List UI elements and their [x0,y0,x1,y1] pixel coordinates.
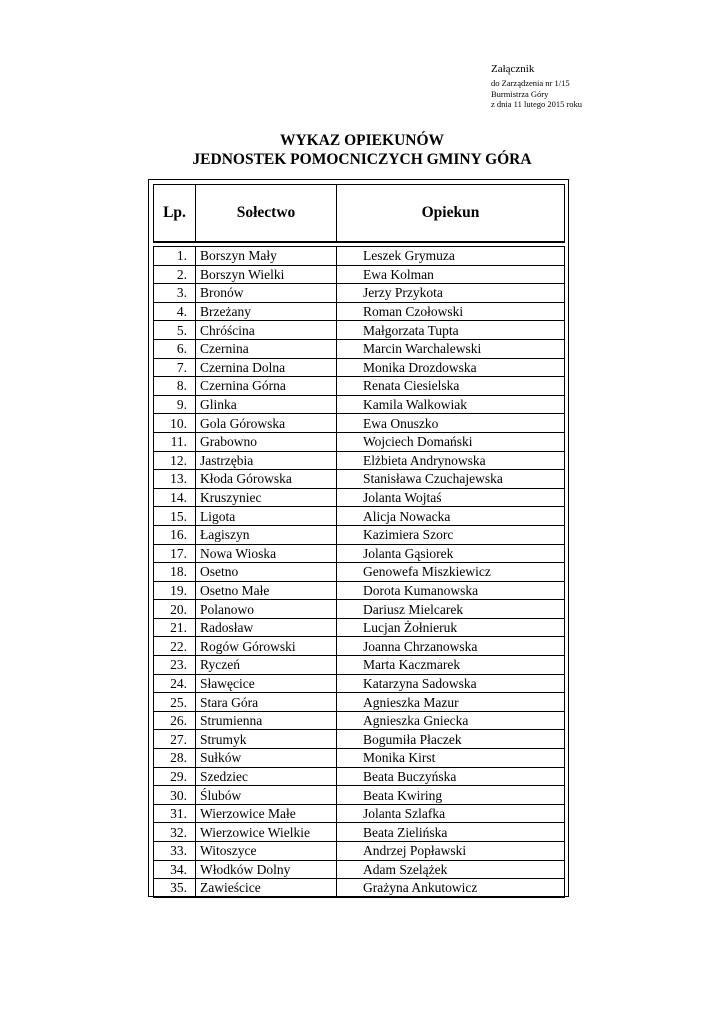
row-number: 31. [154,804,196,823]
guardian-name: Monika Kirst [337,749,565,768]
village-name: Sławęcice [196,674,337,693]
guardian-name: Stanisława Czuchajewska [337,470,565,489]
row-number: 15. [154,507,196,526]
row-number: 35. [154,879,196,898]
guardian-name: Agnieszka Mazur [337,693,565,712]
table-row [154,842,565,861]
guardians-table [153,184,565,898]
document-title-line-2: JEDNOSTEK POMOCNICZYCH GMINY GÓRA [192,151,532,168]
row-number: 10. [154,414,196,433]
guardian-name: Renata Ciesielska [337,377,565,396]
row-number: 25. [154,693,196,712]
guardian-name: Alicja Nowacka [337,507,565,526]
row-number: 19. [154,581,196,600]
row-number: 26. [154,711,196,730]
village-name: Ryczeń [196,656,337,675]
guardian-name: Grażyna Ankutowicz [337,879,565,898]
row-number: 30. [154,786,196,805]
row-number: 29. [154,767,196,786]
village-name: Brzeżany [196,302,337,321]
village-name: Borszyn Wielki [196,265,337,284]
guardian-name: Andrzej Popławski [337,842,565,861]
village-name: Łagiszyn [196,525,337,544]
table-row [154,860,565,879]
village-name: Rogów Górowski [196,637,337,656]
guardian-name: Jolanta Wojtaś [337,488,565,507]
table-row [154,730,565,749]
row-number: 27. [154,730,196,749]
guardian-name: Monika Drozdowska [337,358,565,377]
row-number: 1. [154,247,196,266]
village-name: Zawieścice [196,879,337,898]
table-row [154,507,565,526]
table-row [154,563,565,582]
row-number: 22. [154,637,196,656]
row-number: 2. [154,265,196,284]
guardian-name: Agnieszka Gniecka [337,711,565,730]
table-row [154,581,565,600]
guardian-name: Jerzy Przykota [337,284,565,303]
row-number: 14. [154,488,196,507]
row-number: 23. [154,656,196,675]
table-row [154,265,565,284]
village-name: Ligota [196,507,337,526]
row-number: 4. [154,302,196,321]
guardian-name: Beata Zielińska [337,823,565,842]
village-name: Czernina [196,339,337,358]
table-row [154,321,565,340]
table-row [154,302,565,321]
village-name: Stara Góra [196,693,337,712]
guardian-name: Jolanta Gąsiorek [337,544,565,563]
guardian-name: Elżbieta Andrynowska [337,451,565,470]
table-row [154,711,565,730]
village-name: Ślubów [196,786,337,805]
guardian-name: Małgorzata Tupta [337,321,565,340]
village-name: Osetno Małe [196,581,337,600]
table-row [154,432,565,451]
village-name: Kłoda Górowska [196,470,337,489]
guardian-name: Genowefa Miszkiewicz [337,563,565,582]
row-number: 11. [154,432,196,451]
table-row [154,284,565,303]
guardian-name: Beata Buczyńska [337,767,565,786]
village-name: Wierzowice Małe [196,804,337,823]
village-name: Glinka [196,395,337,414]
village-name: Sułków [196,749,337,768]
row-number: 3. [154,284,196,303]
row-number: 6. [154,339,196,358]
guardian-name: Leszek Grymuza [337,247,565,266]
guardian-name: Wojciech Domański [337,432,565,451]
guardian-name: Jolanta Szlafka [337,804,565,823]
guardian-name: Adam Szelążek [337,860,565,879]
row-number: 9. [154,395,196,414]
annex-note [491,64,582,110]
village-name: Gola Górowska [196,414,337,433]
table-row [154,804,565,823]
row-number: 17. [154,544,196,563]
annex-title: Załącznik [491,63,535,75]
document-title-line-1: WYKAZ OPIEKUNÓW [279,132,445,149]
village-name: Witoszyce [196,842,337,861]
guardian-name: Kamila Walkowiak [337,395,565,414]
guardian-name: Dariusz Mielcarek [337,600,565,619]
table-row [154,395,565,414]
table-row [154,786,565,805]
guardian-name: Joanna Chrzanowska [337,637,565,656]
table-row [154,358,565,377]
table-row [154,618,565,637]
table-row [154,749,565,768]
row-number: 12. [154,451,196,470]
row-number: 33. [154,842,196,861]
row-number: 7. [154,358,196,377]
village-name: Szedziec [196,767,337,786]
guardian-name: Marta Kaczmarek [337,656,565,675]
table-row [154,637,565,656]
guardian-name: Marcin Warchalewski [337,339,565,358]
table-body [154,247,565,898]
table-row [154,488,565,507]
guardian-name: Dorota Kumanowska [337,581,565,600]
village-name: Osetno [196,563,337,582]
village-name: Czernina Dolna [196,358,337,377]
village-name: Borszyn Mały [196,247,337,266]
guardian-name: Roman Czołowski [337,302,565,321]
village-name: Jastrzębia [196,451,337,470]
guardian-name: Lucjan Żołnieruk [337,618,565,637]
row-number: 34. [154,860,196,879]
village-name: Włodków Dolny [196,860,337,879]
village-name: Nowa Wioska [196,544,337,563]
table-row [154,247,565,266]
guardian-name: Ewa Onuszko [337,414,565,433]
row-number: 8. [154,377,196,396]
row-number: 16. [154,525,196,544]
village-name: Wierzowice Wielkie [196,823,337,842]
village-name: Chróścina [196,321,337,340]
table-row [154,674,565,693]
annex-line: Burmistrza Góry [491,88,549,99]
village-name: Bronów [196,284,337,303]
village-name: Polanowo [196,600,337,619]
village-name: Czernina Górna [196,377,337,396]
table-row [154,823,565,842]
table-row [154,470,565,489]
row-number: 18. [154,563,196,582]
guardian-name: Ewa Kolman [337,265,565,284]
row-number: 20. [154,600,196,619]
row-number: 21. [154,618,196,637]
table-row [154,767,565,786]
row-number: 13. [154,470,196,489]
header-village: Sołectwo [196,185,337,242]
table-row [154,600,565,619]
guardian-name: Kazimiera Szorc [337,525,565,544]
village-name: Strumyk [196,730,337,749]
row-number: 5. [154,321,196,340]
header-guardian: Opiekun [337,185,565,242]
annex-line: z dnia 11 lutego 2015 roku [491,99,583,109]
row-number: 32. [154,823,196,842]
guardians-table-frame [148,179,569,897]
header-lp: Lp. [154,185,196,242]
table-row [154,339,565,358]
village-name: Kruszyniec [196,488,337,507]
table-row [154,525,565,544]
table-row [154,451,565,470]
row-number: 24. [154,674,196,693]
guardian-name: Katarzyna Sadowska [337,674,565,693]
table-row [154,656,565,675]
guardian-name: Bogumiła Płaczek [337,730,565,749]
village-name: Radosław [196,618,337,637]
village-name: Grabowno [196,432,337,451]
village-name: Strumienna [196,711,337,730]
annex-line: do Zarządzenia nr 1/15 [491,78,570,88]
table-row [154,544,565,563]
guardian-name: Beata Kwiring [337,786,565,805]
table-row [154,414,565,433]
table-row [154,693,565,712]
row-number: 28. [154,749,196,768]
table-row [154,879,565,898]
table-row [154,377,565,396]
